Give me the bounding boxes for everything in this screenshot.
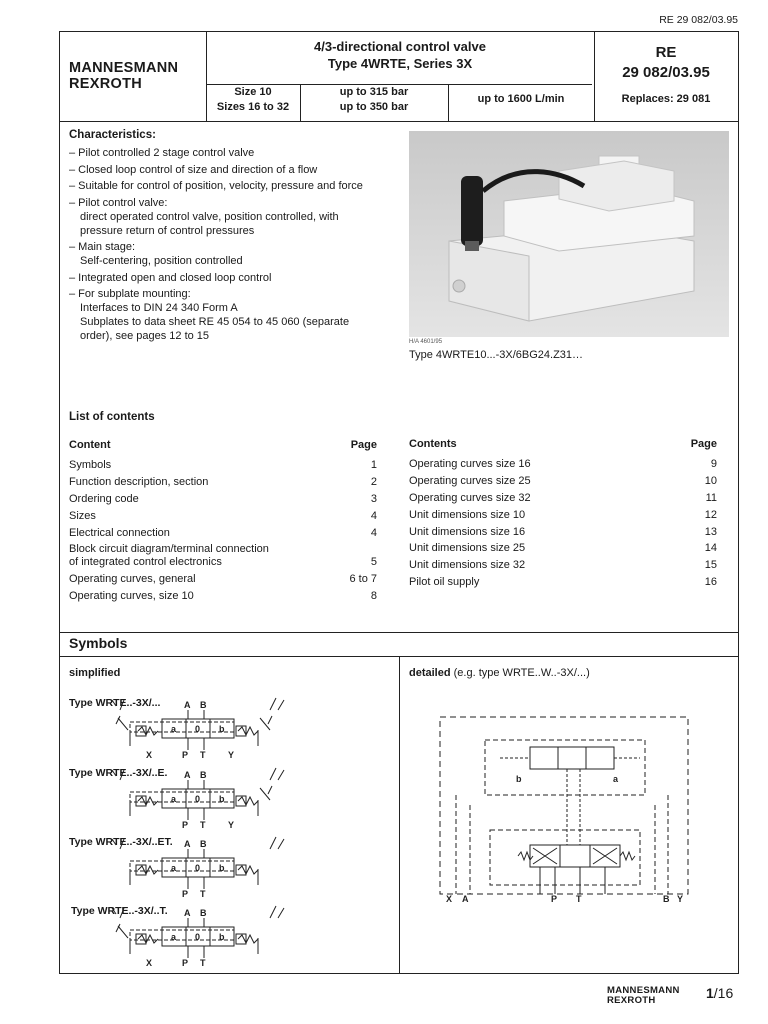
contents-page: 13 <box>704 526 717 538</box>
detailed-port-x: X <box>446 894 453 904</box>
characteristic-line: – Suitable for control of position, velocity, pressure and force <box>69 180 363 192</box>
position-label-0: 0 <box>195 932 201 942</box>
detailed-port-y: Y <box>677 894 684 904</box>
detailed-symbol-diagram <box>430 705 700 905</box>
contents-page: 3 <box>370 493 377 505</box>
position-label-0: 0 <box>195 724 201 734</box>
contents-label: of integrated control electronics <box>69 556 222 568</box>
port-label-p: P <box>182 958 189 968</box>
flow-cell: up to 1600 L/min <box>477 93 565 105</box>
contents-row[interactable] <box>69 556 377 568</box>
contents-page: 5 <box>370 556 377 568</box>
port-label-t: T <box>200 820 206 830</box>
contents-row[interactable] <box>409 492 717 504</box>
main-box-0 <box>560 845 590 867</box>
contents-label: Block circuit diagram/terminal connection <box>69 543 269 555</box>
contents-label: Unit dimensions size 32 <box>409 559 526 571</box>
detailed-port-b: B <box>663 894 670 904</box>
contents-page: 2 <box>370 476 377 488</box>
replaces-cell: Replaces: 29 081 <box>621 93 711 105</box>
contents-page: 15 <box>704 559 717 571</box>
detailed-label <box>409 667 590 679</box>
contents-left-header: Content <box>69 439 111 451</box>
simplified-symbol-3 <box>108 835 288 905</box>
document-reference-top: RE 29 082/03.95 <box>659 14 738 26</box>
contents-row[interactable] <box>69 476 377 488</box>
page-number <box>706 985 733 1001</box>
contents-row[interactable] <box>69 527 377 539</box>
port-label-x: X <box>146 958 153 968</box>
brand-line1: MANNESMANN <box>69 60 179 76</box>
contents-row[interactable] <box>409 526 717 538</box>
characteristic-line: – For subplate mounting: <box>69 288 191 300</box>
position-label-0: 0 <box>195 794 201 804</box>
characteristics-heading: Characteristics: <box>69 129 156 141</box>
symbol-type-label: Type WRTE..-3X/..T. <box>71 905 168 917</box>
contents-row[interactable] <box>409 542 717 554</box>
contents-left-page-header: Page <box>350 439 377 451</box>
size-line1: Size 10 <box>234 86 272 98</box>
symbols-top-rule <box>60 632 738 633</box>
contents-row[interactable] <box>69 543 377 555</box>
pressure-line2: up to 350 bar <box>339 101 409 113</box>
pressure-line1: up to 315 bar <box>339 86 409 98</box>
contents-label: Operating curves size 16 <box>409 458 531 470</box>
contents-row[interactable] <box>409 559 717 571</box>
contents-right-page-header: Page <box>690 438 717 450</box>
port-label-a: A <box>184 908 191 918</box>
photo-caption: Type 4WRTE10...-3X/6BG24.Z31… <box>409 349 584 361</box>
contents-right-header: Contents <box>409 438 457 450</box>
contents-page: 6 to 7 <box>349 573 377 585</box>
port-label-y: Y <box>228 750 235 760</box>
port-label-b: B <box>200 908 207 918</box>
characteristics-list <box>69 146 404 343</box>
contents-page: 16 <box>704 576 717 588</box>
contents-page: 14 <box>704 542 717 554</box>
contents-label: Operating curves size 25 <box>409 475 531 487</box>
port-label-x: X <box>146 750 153 760</box>
contents-label: Function description, section <box>69 476 209 488</box>
contents-label: Electrical connection <box>69 527 170 539</box>
port-label-a: A <box>184 700 191 710</box>
pilot-box-0 <box>558 747 586 769</box>
contents-label: Operating curves, size 10 <box>69 590 194 602</box>
port-label-b: B <box>200 700 207 710</box>
port-label-t: T <box>200 750 206 760</box>
pressure-cell <box>300 85 448 115</box>
detailed-port-a: A <box>462 894 469 904</box>
contents-label: Pilot oil supply <box>409 576 480 588</box>
contents-row[interactable] <box>69 459 377 471</box>
contents-label: Sizes <box>69 510 96 522</box>
contents-page: 11 <box>705 492 717 504</box>
port-label-p: P <box>182 750 189 760</box>
contents-heading: List of contents <box>69 411 155 423</box>
contents-row[interactable] <box>409 458 717 470</box>
detailed-port-t: T <box>576 894 582 904</box>
contents-page: 9 <box>710 458 717 470</box>
characteristic-line: Self-centering, position controlled <box>80 255 243 267</box>
contents-page: 4 <box>370 527 377 539</box>
contents-row[interactable] <box>409 509 717 521</box>
contents-page: 4 <box>370 510 377 522</box>
contents-row[interactable] <box>409 576 717 588</box>
contents-row[interactable] <box>69 590 377 602</box>
pilot-box-a <box>530 747 558 769</box>
port-label-b: B <box>200 839 207 849</box>
simplified-symbol-2 <box>108 766 288 836</box>
position-label-a: a <box>171 932 177 942</box>
contents-page: 10 <box>704 475 717 487</box>
characteristic-line: – Closed loop control of size and direction of a flow <box>69 163 318 176</box>
simplified-label: simplified <box>69 667 121 679</box>
size-line2: Sizes 16 to 32 <box>216 101 290 113</box>
page-title <box>206 38 594 72</box>
re-number: 29 082/03.95 <box>622 64 710 81</box>
pilot-box-b <box>586 747 614 769</box>
main-stage-boundary <box>490 830 640 885</box>
page-number-total: /16 <box>713 985 734 1001</box>
contents-row[interactable] <box>69 510 377 522</box>
contents-page: 1 <box>370 459 377 471</box>
contents-label: Unit dimensions size 25 <box>409 542 526 554</box>
detailed-label-a: a <box>613 774 619 784</box>
title-line2: Type 4WRTE, Series 3X <box>327 56 473 71</box>
header-bottom-rule <box>60 121 738 122</box>
characteristic-line: Subplates to data sheet RE 45 054 to 45 060 (separate <box>80 316 350 328</box>
title-line1: 4/3-directional control valve <box>314 39 486 54</box>
brand-line2: REXROTH <box>69 76 142 92</box>
characteristic-line: order), see pages 12 to 15 <box>80 330 210 342</box>
pilot-stage-boundary <box>485 740 645 795</box>
symbols-vline <box>399 656 400 974</box>
contents-page: 12 <box>704 509 717 521</box>
symbol-type-label: Type WRTE..-3X/..ET. <box>69 836 173 848</box>
contents-row[interactable] <box>409 475 717 487</box>
position-label-b: b <box>219 863 225 873</box>
detailed-note: (e.g. type WRTE..W..-3X/...) <box>453 667 590 679</box>
footer-brand-logo <box>607 986 680 1006</box>
re-label: RE <box>655 44 677 61</box>
size-cell <box>206 85 300 115</box>
port-label-t: T <box>200 889 206 899</box>
detailed-title: detailed <box>409 667 451 679</box>
port-label-a: A <box>184 770 191 780</box>
port-label-t: T <box>200 958 206 968</box>
detailed-port-p: P <box>551 894 558 904</box>
contents-label: Ordering code <box>69 493 139 505</box>
characteristic-line: – Pilot control valve: <box>69 196 168 209</box>
position-label-a: a <box>171 794 177 804</box>
contents-label: Unit dimensions size 16 <box>409 526 526 538</box>
position-label-b: b <box>219 932 225 942</box>
simplified-symbol-4 <box>108 904 288 974</box>
port-label-p: P <box>182 820 189 830</box>
contents-page: 8 <box>370 590 377 602</box>
port-label-a: A <box>184 839 191 849</box>
symbol-type-label: Type WRTE..-3X/... <box>69 697 161 709</box>
contents-label: Unit dimensions size 10 <box>409 509 526 521</box>
symbols-heading: Symbols <box>69 635 128 651</box>
characteristic-line: Interfaces to DIN 24 340 Form A <box>80 302 238 314</box>
photo-reference: H/A 4601/95 <box>409 339 443 345</box>
characteristic-line: direct operated control valve, position controlled, with <box>80 210 339 223</box>
footer-brand-line2: REXROTH <box>607 995 656 1006</box>
port-label-y: Y <box>228 820 235 830</box>
characteristic-line: – Main stage: <box>69 241 136 253</box>
simplified-symbol-1 <box>108 696 288 766</box>
port-label-p: P <box>182 889 189 899</box>
page-number-current: 1 <box>706 985 714 1001</box>
position-label-b: b <box>219 724 225 734</box>
position-label-a: a <box>171 724 177 734</box>
contents-label: Symbols <box>69 459 112 471</box>
characteristic-line: – Integrated open and closed loop control <box>69 271 272 284</box>
characteristic-line: pressure return of control pressures <box>80 224 255 237</box>
position-label-a: a <box>171 863 177 873</box>
contents-label: Operating curves, general <box>69 573 196 585</box>
contents-label: Operating curves size 32 <box>409 492 531 504</box>
valve-photo-illustration <box>409 131 729 337</box>
contents-row[interactable] <box>69 573 377 585</box>
characteristic-line: – Pilot controlled 2 stage control valve <box>69 147 255 159</box>
footer-brand-line1: MANNESMANN <box>607 985 680 996</box>
product-photo <box>409 131 729 337</box>
position-label-b: b <box>219 794 225 804</box>
contents-row[interactable] <box>69 493 377 505</box>
port-label-b: B <box>200 770 207 780</box>
detailed-label-b: b <box>516 774 522 784</box>
position-label-0: 0 <box>195 863 201 873</box>
brand-logo <box>69 60 178 92</box>
symbol-type-label: Type WRTE..-3X/..E. <box>69 767 168 779</box>
document-number-block <box>594 43 738 83</box>
